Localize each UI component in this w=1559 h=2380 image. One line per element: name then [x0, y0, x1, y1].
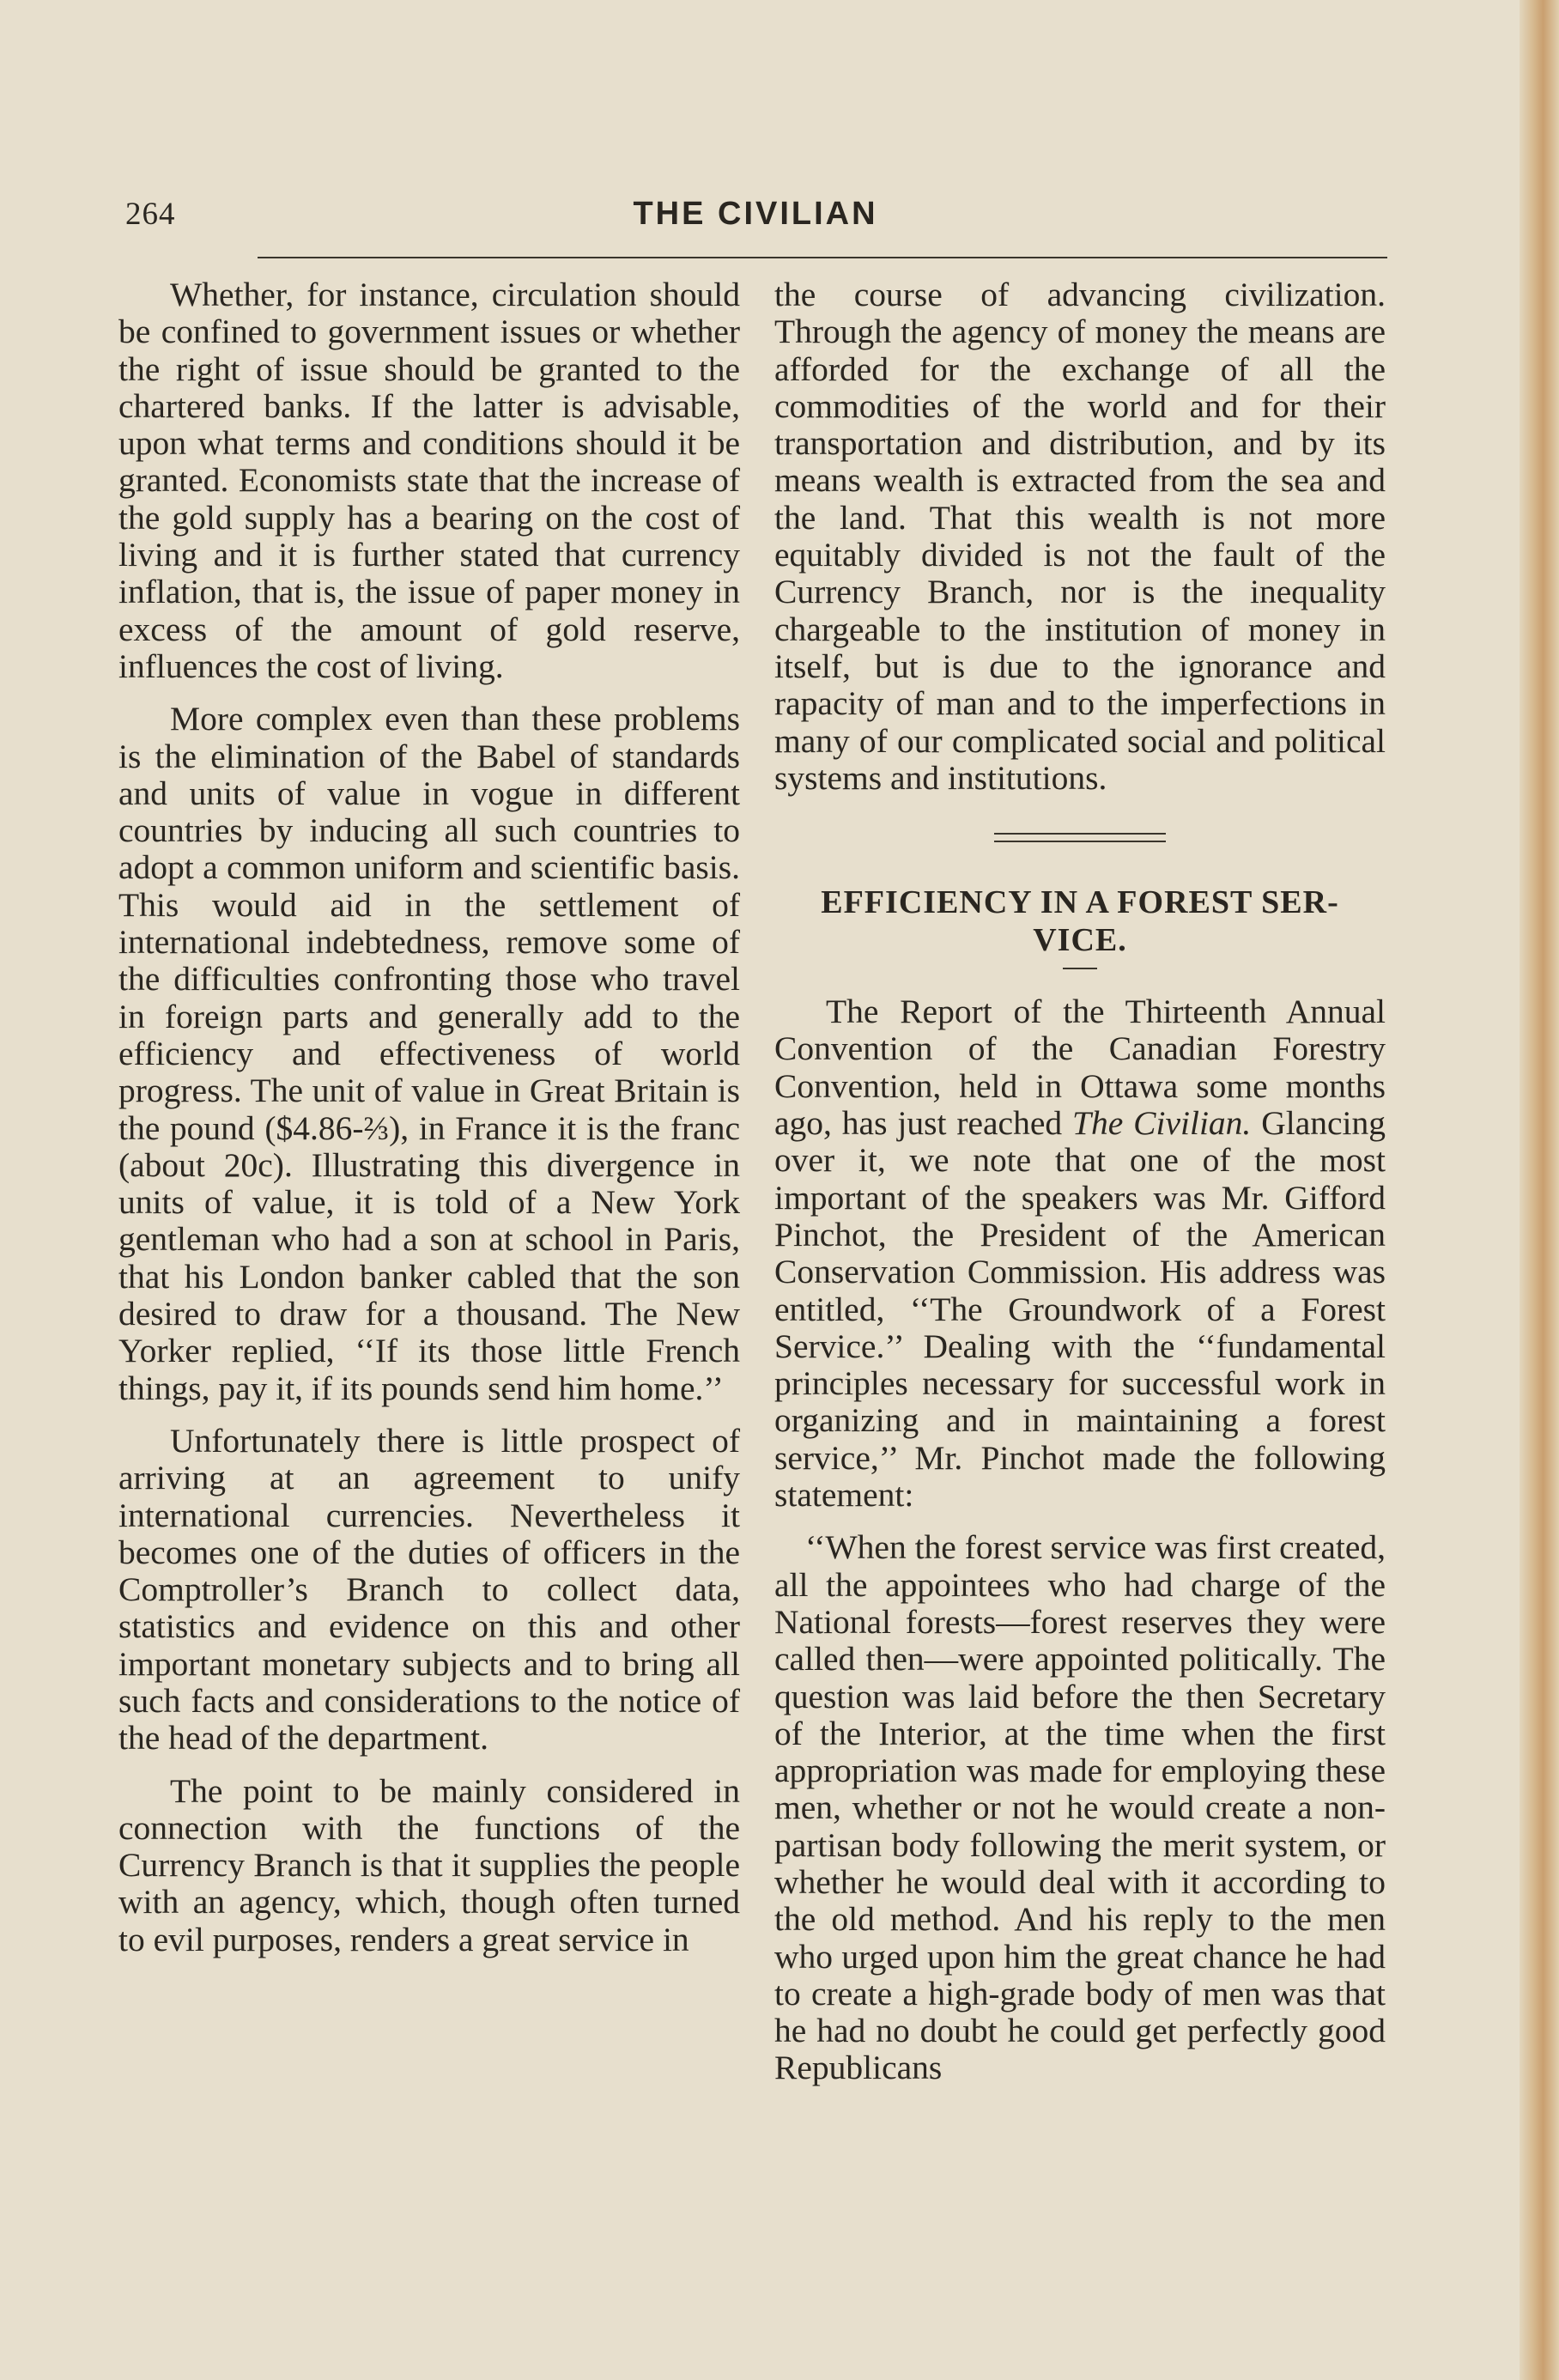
running-title: THE CIVILIAN [633, 196, 878, 232]
article-title-line-1: EFFICIENCY IN A FOREST SER- [821, 884, 1339, 921]
paragraph: More complex even than these problems is the elimination of the Babel of standards and units of value in vogue in different countries by inducing all such countries to adopt a common uniform and scientific basis. This would aid in the settlement of international indebtedness, remove some of the difficulties confronting those who travel in foreign parts and generally add to the efficiency and effectiveness of world progress. The unit of value in Great Britain is the pound ($4.86-⅔), in France it is the franc (about 20c). Illustrating this divergence in units of value, it is told of a New York gentleman who had a son at school in Paris, that his London banker cabled that the son desired to draw for a thousand. The New Yorker replied, ‘‘If its those little French things, pay it, if its pounds send him home.’’ [118, 700, 740, 1407]
page-number: 264 [125, 197, 176, 232]
article-text: Glancing over it, we note that one of the most important of the speakers was Mr. Gifford Pinchot, the President of the American Conservation Commission. His address was entitled, ‘‘The Groundwork of a Forest Service.’’ Dealing with the ‘‘fundamental principles necessary for successful work in organizing and in maintaining a forest service,’’ Mr. Pinchot made the following statement: [774, 1104, 1386, 1515]
article-title-line-2: VICE. [1033, 922, 1127, 959]
page-edge [1520, 0, 1559, 2380]
article-text: The Report of the Thirteenth Annual Convention of the Canadian Forestry Convention, held in Ottawa some months ago, has just reached [774, 993, 1386, 1143]
left-column [118, 276, 740, 1974]
article-title [774, 883, 1386, 959]
page-header [125, 196, 1386, 244]
title-rule [1063, 968, 1097, 969]
publication-name: The Civilian. [1072, 1104, 1252, 1143]
right-column [774, 276, 1386, 2103]
article-quote: ‘‘When the forest service was first created, all the appointees who had charge of the National forests—forest reserves they were called then—were appointed politically. The question was laid before the then Secretary of the Interior, at the time when the first appropriation was made for employing these men, whether or not he would create a non-partisan body following the merit system, or whether he would deal with it according to the old method. And his reply to the men who urged upon him the great chance he had to create a high-grade body of men was that he had no doubt he could get perfectly good Republicans [774, 1528, 1386, 2087]
header-rule [258, 257, 1387, 258]
paragraph-continuation: the course of advancing civilization. Through the agency of money the means are afforded for the exchange of all the commodities of the world and for their transportation and distribution, and by its means wealth is extracted from the sea and the land. That this wealth is not more equitably divided is not the fault of the Currency Branch, nor is the inequality chargeable to the institution of money in itself, but is due to the ignorance and rapacity of man and to the imperfections in many of our complicated social and political systems and institutions. [774, 276, 1386, 797]
section-divider [994, 833, 1166, 842]
paragraph: Unfortunately there is little prospect of arriving at an agreement to unify international currencies. Nevertheless it becomes one of the duties of officers in the Comptroller’s Branch to collect data, statistics and evidence on this and other important monetary subjects and to bring all such facts and considerations to the notice of the head of the department. [118, 1421, 740, 1758]
paragraph: The point to be mainly considered in connection with the functions of the Currency Branch is that it supplies the people with an agency, which, though often turned to evil purposes, renders a great service in [118, 1771, 740, 1958]
article-paragraph [774, 993, 1386, 1514]
paragraph: Whether, for instance, circulation should be confined to government issues or whether the right of issue should be granted to the chartered banks. If the latter is advisable, upon what terms and conditions should it be granted. Economists state that the increase of the gold supply has a bearing on the cost of living and it is further stated that currency inflation, that is, the issue of paper money in excess of the amount of gold reserve, influences the cost of living. [118, 276, 740, 685]
